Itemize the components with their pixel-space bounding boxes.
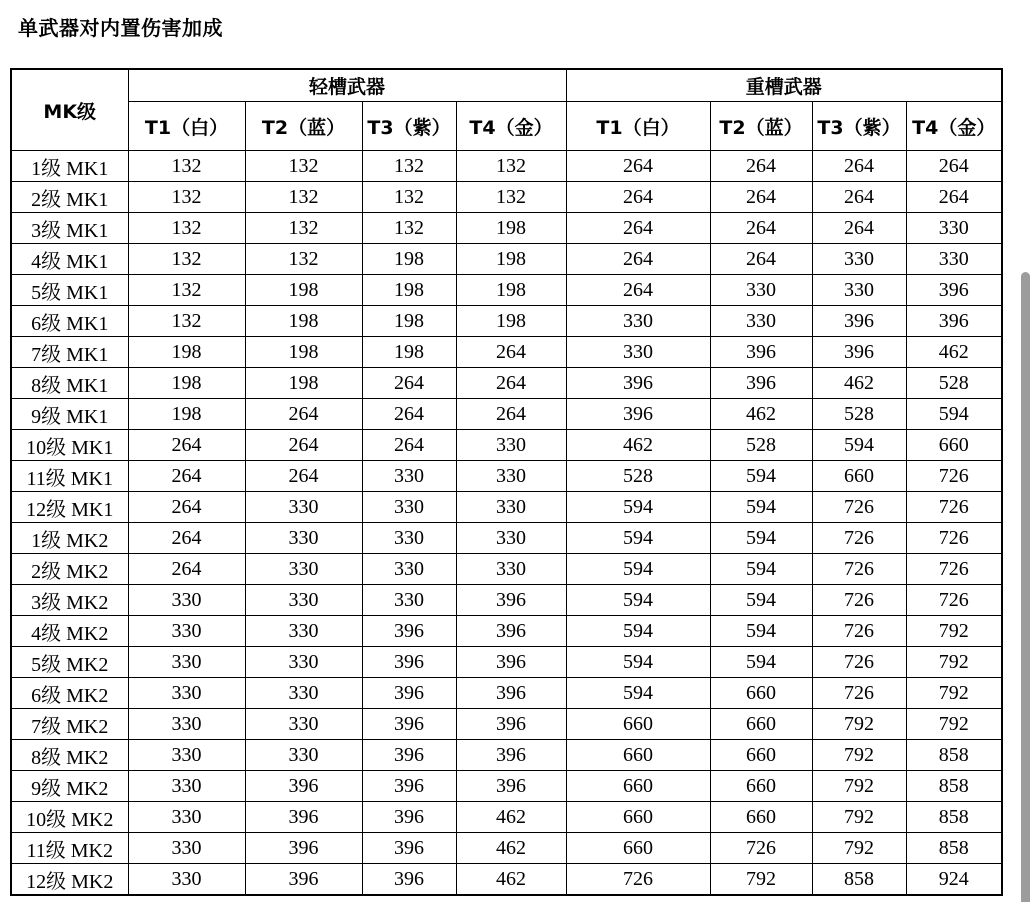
- table-cell: 264: [812, 213, 906, 244]
- table-cell: 330: [128, 616, 245, 647]
- table-cell: 330: [812, 275, 906, 306]
- table-cell: 462: [456, 802, 566, 833]
- table-cell: 330: [812, 244, 906, 275]
- mk-level-header: MK级: [11, 69, 128, 151]
- page-title: 单武器对内置伤害加成: [18, 16, 223, 40]
- table-cell: 330: [710, 275, 812, 306]
- table-cell: 726: [906, 554, 1002, 585]
- table-cell: 330: [128, 647, 245, 678]
- row-label: 12级 MK1: [11, 492, 128, 523]
- row-label: 3级 MK1: [11, 213, 128, 244]
- table-cell: 330: [128, 802, 245, 833]
- table-cell: 660: [710, 740, 812, 771]
- table-row: [11, 616, 1002, 647]
- table-cell: 660: [710, 678, 812, 709]
- table-cell: 594: [566, 616, 710, 647]
- row-label: 9级 MK2: [11, 771, 128, 802]
- table-cell: 594: [566, 523, 710, 554]
- table-cell: 198: [456, 244, 566, 275]
- table-cell: 660: [710, 802, 812, 833]
- column-header: T2（蓝）: [245, 102, 362, 151]
- table-cell: 660: [566, 709, 710, 740]
- table-row: [11, 523, 1002, 554]
- table-row: [11, 833, 1002, 864]
- table-cell: 264: [906, 182, 1002, 213]
- table-cell: 330: [456, 430, 566, 461]
- table-cell: 858: [906, 740, 1002, 771]
- table-cell: 264: [566, 244, 710, 275]
- table-cell: 396: [566, 399, 710, 430]
- table-cell: 264: [245, 430, 362, 461]
- table-cell: 396: [362, 771, 456, 802]
- table-cell: 726: [566, 864, 710, 896]
- table-cell: 264: [362, 430, 456, 461]
- table-cell: 330: [245, 647, 362, 678]
- row-label: 6级 MK2: [11, 678, 128, 709]
- table-cell: 330: [362, 523, 456, 554]
- table-cell: 264: [245, 399, 362, 430]
- table-cell: 396: [245, 802, 362, 833]
- row-label: 10级 MK2: [11, 802, 128, 833]
- table-cell: 330: [906, 213, 1002, 244]
- table-container: [10, 68, 1001, 896]
- table-cell: 330: [128, 678, 245, 709]
- table-cell: 264: [566, 182, 710, 213]
- table-cell: 264: [362, 368, 456, 399]
- table-cell: 132: [456, 151, 566, 182]
- table-cell: 462: [906, 337, 1002, 368]
- row-label: 11级 MK1: [11, 461, 128, 492]
- table-cell: 594: [710, 523, 812, 554]
- table-cell: 330: [245, 492, 362, 523]
- table-cell: 396: [456, 616, 566, 647]
- table-cell: 792: [906, 678, 1002, 709]
- table-cell: 198: [128, 399, 245, 430]
- table-cell: 264: [128, 554, 245, 585]
- column-header: T3（紫）: [812, 102, 906, 151]
- table-cell: 132: [362, 151, 456, 182]
- table-cell: 132: [128, 213, 245, 244]
- table-row: [11, 213, 1002, 244]
- row-label: 1级 MK2: [11, 523, 128, 554]
- table-cell: 264: [128, 523, 245, 554]
- table-cell: 264: [128, 461, 245, 492]
- table-cell: 726: [812, 523, 906, 554]
- table-cell: 264: [812, 182, 906, 213]
- table-cell: 330: [245, 585, 362, 616]
- table-cell: 264: [128, 430, 245, 461]
- column-header: T4（金）: [456, 102, 566, 151]
- table-cell: 132: [128, 275, 245, 306]
- table-cell: 198: [362, 337, 456, 368]
- table-cell: 330: [245, 709, 362, 740]
- table-cell: 132: [128, 244, 245, 275]
- table-cell: 792: [812, 740, 906, 771]
- column-header: T1（白）: [566, 102, 710, 151]
- table-cell: 330: [456, 554, 566, 585]
- light-slot-group-header: 轻槽武器: [128, 69, 566, 102]
- table-row: [11, 647, 1002, 678]
- table-cell: 528: [906, 368, 1002, 399]
- table-cell: 726: [812, 492, 906, 523]
- table-cell: 264: [812, 151, 906, 182]
- table-cell: 330: [128, 833, 245, 864]
- table-row: [11, 368, 1002, 399]
- table-cell: 396: [245, 833, 362, 864]
- row-label: 4级 MK1: [11, 244, 128, 275]
- table-cell: 792: [906, 616, 1002, 647]
- table-cell: 198: [362, 244, 456, 275]
- table-cell: 330: [456, 461, 566, 492]
- table-cell: 396: [456, 585, 566, 616]
- table-cell: 462: [812, 368, 906, 399]
- table-row: [11, 771, 1002, 802]
- table-cell: 858: [906, 833, 1002, 864]
- row-label: 7级 MK1: [11, 337, 128, 368]
- table-cell: 660: [566, 833, 710, 864]
- table-cell: 264: [710, 151, 812, 182]
- table-cell: 594: [710, 585, 812, 616]
- table-cell: 660: [566, 740, 710, 771]
- table-cell: 594: [710, 492, 812, 523]
- table-cell: 858: [906, 771, 1002, 802]
- table-cell: 396: [456, 740, 566, 771]
- table-cell: 660: [906, 430, 1002, 461]
- table-row: [11, 802, 1002, 833]
- table-cell: 594: [812, 430, 906, 461]
- row-label: 11级 MK2: [11, 833, 128, 864]
- table-cell: 594: [710, 461, 812, 492]
- table-row: [11, 275, 1002, 306]
- table-cell: 330: [245, 554, 362, 585]
- table-cell: 792: [812, 771, 906, 802]
- table-cell: 396: [566, 368, 710, 399]
- table-row: [11, 585, 1002, 616]
- table-cell: 132: [456, 182, 566, 213]
- table-cell: 660: [812, 461, 906, 492]
- row-label: 5级 MK1: [11, 275, 128, 306]
- table-cell: 330: [245, 740, 362, 771]
- table-cell: 660: [566, 802, 710, 833]
- table-cell: 594: [566, 678, 710, 709]
- table-cell: 330: [456, 492, 566, 523]
- row-label: 6级 MK1: [11, 306, 128, 337]
- table-cell: 198: [245, 368, 362, 399]
- table-cell: 330: [566, 306, 710, 337]
- table-cell: 330: [245, 523, 362, 554]
- table-cell: 660: [566, 771, 710, 802]
- table-cell: 132: [245, 182, 362, 213]
- table-cell: 330: [362, 461, 456, 492]
- table-cell: 198: [128, 337, 245, 368]
- tier-header-row: [11, 102, 1002, 151]
- table-cell: 330: [362, 585, 456, 616]
- table-cell: 198: [128, 368, 245, 399]
- table-cell: 198: [245, 306, 362, 337]
- table-cell: 924: [906, 864, 1002, 896]
- table-cell: 726: [906, 492, 1002, 523]
- table-cell: 264: [566, 151, 710, 182]
- table-cell: 726: [906, 461, 1002, 492]
- table-cell: 396: [456, 709, 566, 740]
- table-cell: 330: [245, 616, 362, 647]
- table-cell: 396: [456, 647, 566, 678]
- table-cell: 726: [812, 616, 906, 647]
- table-body: [11, 151, 1002, 896]
- table-cell: 330: [710, 306, 812, 337]
- table-cell: 726: [710, 833, 812, 864]
- table-cell: 396: [245, 771, 362, 802]
- row-label: 7级 MK2: [11, 709, 128, 740]
- table-cell: 198: [456, 213, 566, 244]
- table-cell: 726: [812, 647, 906, 678]
- table-cell: 330: [906, 244, 1002, 275]
- table-cell: 330: [128, 709, 245, 740]
- table-cell: 264: [456, 399, 566, 430]
- table-cell: 594: [566, 554, 710, 585]
- damage-bonus-table: [10, 68, 1003, 896]
- table-cell: 264: [710, 213, 812, 244]
- table-row: [11, 864, 1002, 896]
- table-cell: 396: [456, 678, 566, 709]
- column-header: T1（白）: [128, 102, 245, 151]
- table-cell: 396: [362, 740, 456, 771]
- column-header: T4（金）: [906, 102, 1002, 151]
- table-cell: 726: [906, 585, 1002, 616]
- table-cell: 198: [456, 275, 566, 306]
- table-cell: 594: [906, 399, 1002, 430]
- table-cell: 198: [456, 306, 566, 337]
- table-cell: 330: [362, 554, 456, 585]
- table-cell: 858: [906, 802, 1002, 833]
- table-cell: 594: [710, 616, 812, 647]
- table-cell: 792: [710, 864, 812, 896]
- table-cell: 396: [812, 337, 906, 368]
- table-cell: 330: [128, 585, 245, 616]
- table-cell: 330: [362, 492, 456, 523]
- table-cell: 726: [906, 523, 1002, 554]
- table-cell: 792: [812, 709, 906, 740]
- row-label: 2级 MK1: [11, 182, 128, 213]
- table-cell: 396: [812, 306, 906, 337]
- table-header: [11, 69, 1002, 151]
- row-label: 3级 MK2: [11, 585, 128, 616]
- table-cell: 396: [362, 802, 456, 833]
- table-cell: 396: [362, 709, 456, 740]
- row-label: 1级 MK1: [11, 151, 128, 182]
- table-cell: 264: [906, 151, 1002, 182]
- table-row: [11, 678, 1002, 709]
- table-cell: 264: [456, 368, 566, 399]
- table-cell: 462: [566, 430, 710, 461]
- table-cell: 132: [362, 213, 456, 244]
- table-cell: 132: [245, 213, 362, 244]
- table-cell: 264: [710, 182, 812, 213]
- table-cell: 132: [128, 182, 245, 213]
- table-cell: 726: [812, 585, 906, 616]
- table-cell: 330: [456, 523, 566, 554]
- row-label: 12级 MK2: [11, 864, 128, 896]
- table-cell: 792: [812, 802, 906, 833]
- table-cell: 264: [245, 461, 362, 492]
- table-cell: 594: [566, 647, 710, 678]
- table-cell: 396: [906, 275, 1002, 306]
- table-cell: 198: [362, 306, 456, 337]
- table-cell: 330: [128, 740, 245, 771]
- table-cell: 264: [128, 492, 245, 523]
- row-label: 8级 MK2: [11, 740, 128, 771]
- table-row: [11, 461, 1002, 492]
- table-row: [11, 740, 1002, 771]
- table-cell: 396: [710, 368, 812, 399]
- table-row: [11, 492, 1002, 523]
- table-cell: 330: [245, 678, 362, 709]
- row-label: 10级 MK1: [11, 430, 128, 461]
- table-cell: 396: [362, 833, 456, 864]
- table-cell: 264: [566, 275, 710, 306]
- table-cell: 198: [245, 275, 362, 306]
- table-cell: 396: [362, 864, 456, 896]
- table-cell: 396: [710, 337, 812, 368]
- table-cell: 462: [456, 864, 566, 896]
- table-cell: 396: [456, 771, 566, 802]
- table-cell: 726: [812, 554, 906, 585]
- table-cell: 132: [245, 244, 362, 275]
- table-cell: 132: [362, 182, 456, 213]
- table-cell: 396: [245, 864, 362, 896]
- table-cell: 330: [128, 771, 245, 802]
- table-row: [11, 554, 1002, 585]
- table-cell: 594: [566, 585, 710, 616]
- table-cell: 396: [906, 306, 1002, 337]
- table-cell: 132: [128, 306, 245, 337]
- table-cell: 330: [566, 337, 710, 368]
- table-cell: 792: [812, 833, 906, 864]
- table-cell: 594: [710, 647, 812, 678]
- table-cell: 462: [710, 399, 812, 430]
- table-row: [11, 244, 1002, 275]
- table-cell: 858: [812, 864, 906, 896]
- table-cell: 396: [362, 647, 456, 678]
- table-cell: 792: [906, 647, 1002, 678]
- table-cell: 198: [245, 337, 362, 368]
- table-cell: 264: [362, 399, 456, 430]
- table-row: [11, 182, 1002, 213]
- table-row: [11, 709, 1002, 740]
- table-cell: 264: [710, 244, 812, 275]
- row-label: 9级 MK1: [11, 399, 128, 430]
- table-cell: 264: [456, 337, 566, 368]
- table-cell: 132: [128, 151, 245, 182]
- table-cell: 594: [566, 492, 710, 523]
- column-header: T3（紫）: [362, 102, 456, 151]
- row-label: 8级 MK1: [11, 368, 128, 399]
- row-label: 5级 MK2: [11, 647, 128, 678]
- table-row: [11, 430, 1002, 461]
- table-cell: 396: [362, 678, 456, 709]
- table-cell: 528: [566, 461, 710, 492]
- table-cell: 396: [362, 616, 456, 647]
- table-cell: 462: [456, 833, 566, 864]
- group-header-row: [11, 69, 1002, 102]
- table-cell: 594: [710, 554, 812, 585]
- table-cell: 660: [710, 709, 812, 740]
- heavy-slot-group-header: 重槽武器: [566, 69, 1002, 102]
- vertical-scrollbar[interactable]: [1021, 272, 1030, 902]
- table-row: [11, 337, 1002, 368]
- table-row: [11, 306, 1002, 337]
- table-row: [11, 399, 1002, 430]
- table-cell: 132: [245, 151, 362, 182]
- table-cell: 528: [710, 430, 812, 461]
- row-label: 4级 MK2: [11, 616, 128, 647]
- table-cell: 198: [362, 275, 456, 306]
- table-cell: 330: [128, 864, 245, 896]
- table-cell: 528: [812, 399, 906, 430]
- column-header: T2（蓝）: [710, 102, 812, 151]
- table-cell: 264: [566, 213, 710, 244]
- table-row: [11, 151, 1002, 182]
- table-cell: 792: [906, 709, 1002, 740]
- table-cell: 660: [710, 771, 812, 802]
- row-label: 2级 MK2: [11, 554, 128, 585]
- table-cell: 726: [812, 678, 906, 709]
